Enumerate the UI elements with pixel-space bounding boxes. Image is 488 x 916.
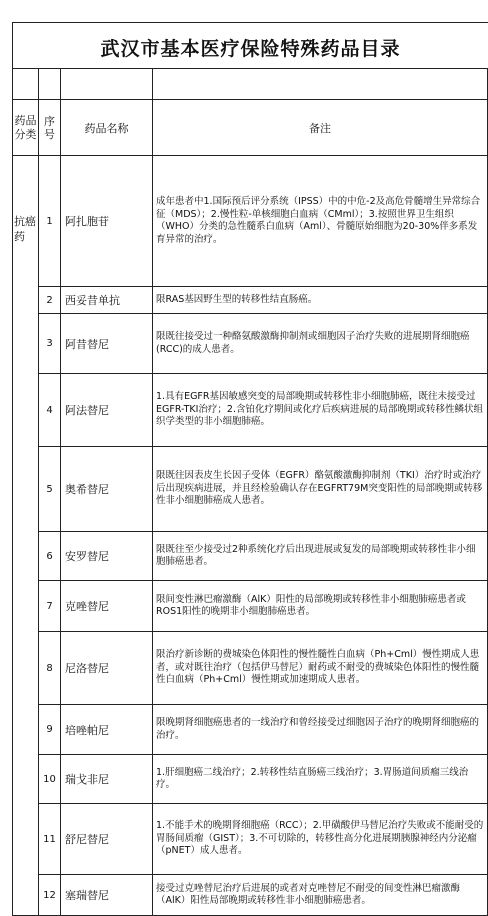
drug-name: 尼洛替尼 xyxy=(61,632,153,705)
row-number: 1 xyxy=(39,156,61,287)
table-row xyxy=(13,804,488,875)
drug-note: 限晚期肾细胞癌患者的一线治疗和曾经接受过细胞因子治疗的晚期肾细胞癌的治疗。 xyxy=(153,705,488,755)
table-row xyxy=(13,156,488,287)
header-notes: 备注 xyxy=(153,100,488,156)
header-row xyxy=(13,100,488,156)
blank-cell xyxy=(39,69,61,100)
drug-note: 限间变性淋巴瘤激酶（AlK）阳性的局部晚期或转移性非小细胞肺癌患者或ROS1阳性的晚期非小细胞肺癌患者。 xyxy=(153,581,488,632)
header-category: 药品分类 xyxy=(13,100,39,156)
table-row xyxy=(13,755,488,804)
drug-note: 限既往因表皮生长因子受体（EGFR）酪氨酸激酶抑制剂（TKI）治疗时或治疗后出现疾病进展，并且经检验确认存在EGFRT79M突变阳性的局部晚期或转移性非小细胞肺癌成人患者。 xyxy=(153,447,488,532)
row-number: 4 xyxy=(39,374,61,447)
drug-name: 安罗替尼 xyxy=(61,532,153,581)
drug-name: 奥希替尼 xyxy=(61,447,153,532)
table-row xyxy=(13,287,488,314)
drug-name: 阿昔替尼 xyxy=(61,314,153,374)
table-row xyxy=(13,314,488,374)
blank-cell xyxy=(153,69,488,100)
row-number: 11 xyxy=(39,804,61,875)
blank-cell xyxy=(61,69,153,100)
drug-note: 1.肝细胞癌二线治疗；2.转移性结直肠癌三线治疗；3.胃肠道间质瘤三线治疗。 xyxy=(153,755,488,804)
drug-note: 限治疗新诊断的费城染色体阳性的慢性髓性白血病（Ph+Cml）慢性期成人患者，或对既往治疗（包括伊马替尼）耐药或不耐受的费城染色体阳性的慢性髓性白血病（Ph+Cml）慢性期或加速期成人患者。 xyxy=(153,632,488,705)
table-row xyxy=(13,447,488,532)
blank-row xyxy=(13,69,488,100)
drug-name: 阿扎胞苷 xyxy=(61,156,153,287)
drug-note: 限既往至少接受过2种系统化疗后出现进展或复发的局部晚期或转移性非小细胞肺癌患者。 xyxy=(153,532,488,581)
document-title: 武汉市基本医疗保险特殊药品目录 xyxy=(12,22,488,72)
row-number: 7 xyxy=(39,581,61,632)
row-number: 3 xyxy=(39,314,61,374)
row-number: 9 xyxy=(39,705,61,755)
row-number: 6 xyxy=(39,532,61,581)
drug-name: 克唑替尼 xyxy=(61,581,153,632)
drug-name: 瑞戈非尼 xyxy=(61,755,153,804)
blank-cell xyxy=(13,69,39,100)
header-name: 药品名称 xyxy=(61,100,153,156)
table-row xyxy=(13,632,488,705)
table-row xyxy=(13,875,488,916)
drug-note: 成年患者中1.国际预后评分系统（IPSS）中的中危-2及高危骨髓增生异常综合征（MDS）；2.慢性粒-单核细胞白血病（CMml）；3.按照世界卫生组织（WHO）分类的急性髓系白血病（Aml）、骨髓原始细胞为20-30%伴多系发育异常的治疗。 xyxy=(153,156,488,287)
drug-note: 接受过克唑替尼治疗后进展的或者对克唑替尼不耐受的间变性淋巴瘤激酶（AlK）阳性局部晚期或转移性非小细胞肺癌患者。 xyxy=(153,875,488,916)
row-number: 2 xyxy=(39,287,61,314)
drug-name: 西妥昔单抗 xyxy=(61,287,153,314)
row-number: 10 xyxy=(39,755,61,804)
drug-table xyxy=(12,68,488,916)
category-cell: 抗癌药 xyxy=(13,156,39,916)
row-number: 12 xyxy=(39,875,61,916)
drug-note: 1.不能手术的晚期肾细胞癌（RCC）；2.甲磺酸伊马替尼治疗失败或不能耐受的胃肠间质瘤（GIST）；3.不可切除的，转移性高分化进展期胰腺神经内分泌瘤（pNET）成人患者。 xyxy=(153,804,488,875)
drug-name: 培唑帕尼 xyxy=(61,705,153,755)
table-row xyxy=(13,705,488,755)
table-row xyxy=(13,532,488,581)
header-number: 序号 xyxy=(39,100,61,156)
row-number: 5 xyxy=(39,447,61,532)
drug-note: 限RAS基因野生型的转移性结直肠癌。 xyxy=(153,287,488,314)
table-row xyxy=(13,581,488,632)
drug-note: 限既往接受过一种酪氨酸激酶抑制剂或细胞因子治疗失败的进展期肾细胞癌(RCC)的成人患者。 xyxy=(153,314,488,374)
drug-name: 舒尼替尼 xyxy=(61,804,153,875)
drug-name: 塞瑞替尼 xyxy=(61,875,153,916)
drug-note: 1.具有EGFR基因敏感突变的局部晚期或转移性非小细胞肺癌，既往未接受过EGFR-TKI治疗；2.含铂化疗期间或化疗后疾病进展的局部晚期或转移性鳞状组织学类型的非小细胞肺癌。 xyxy=(153,374,488,447)
table-row xyxy=(13,374,488,447)
drug-name: 阿法替尼 xyxy=(61,374,153,447)
row-number: 8 xyxy=(39,632,61,705)
